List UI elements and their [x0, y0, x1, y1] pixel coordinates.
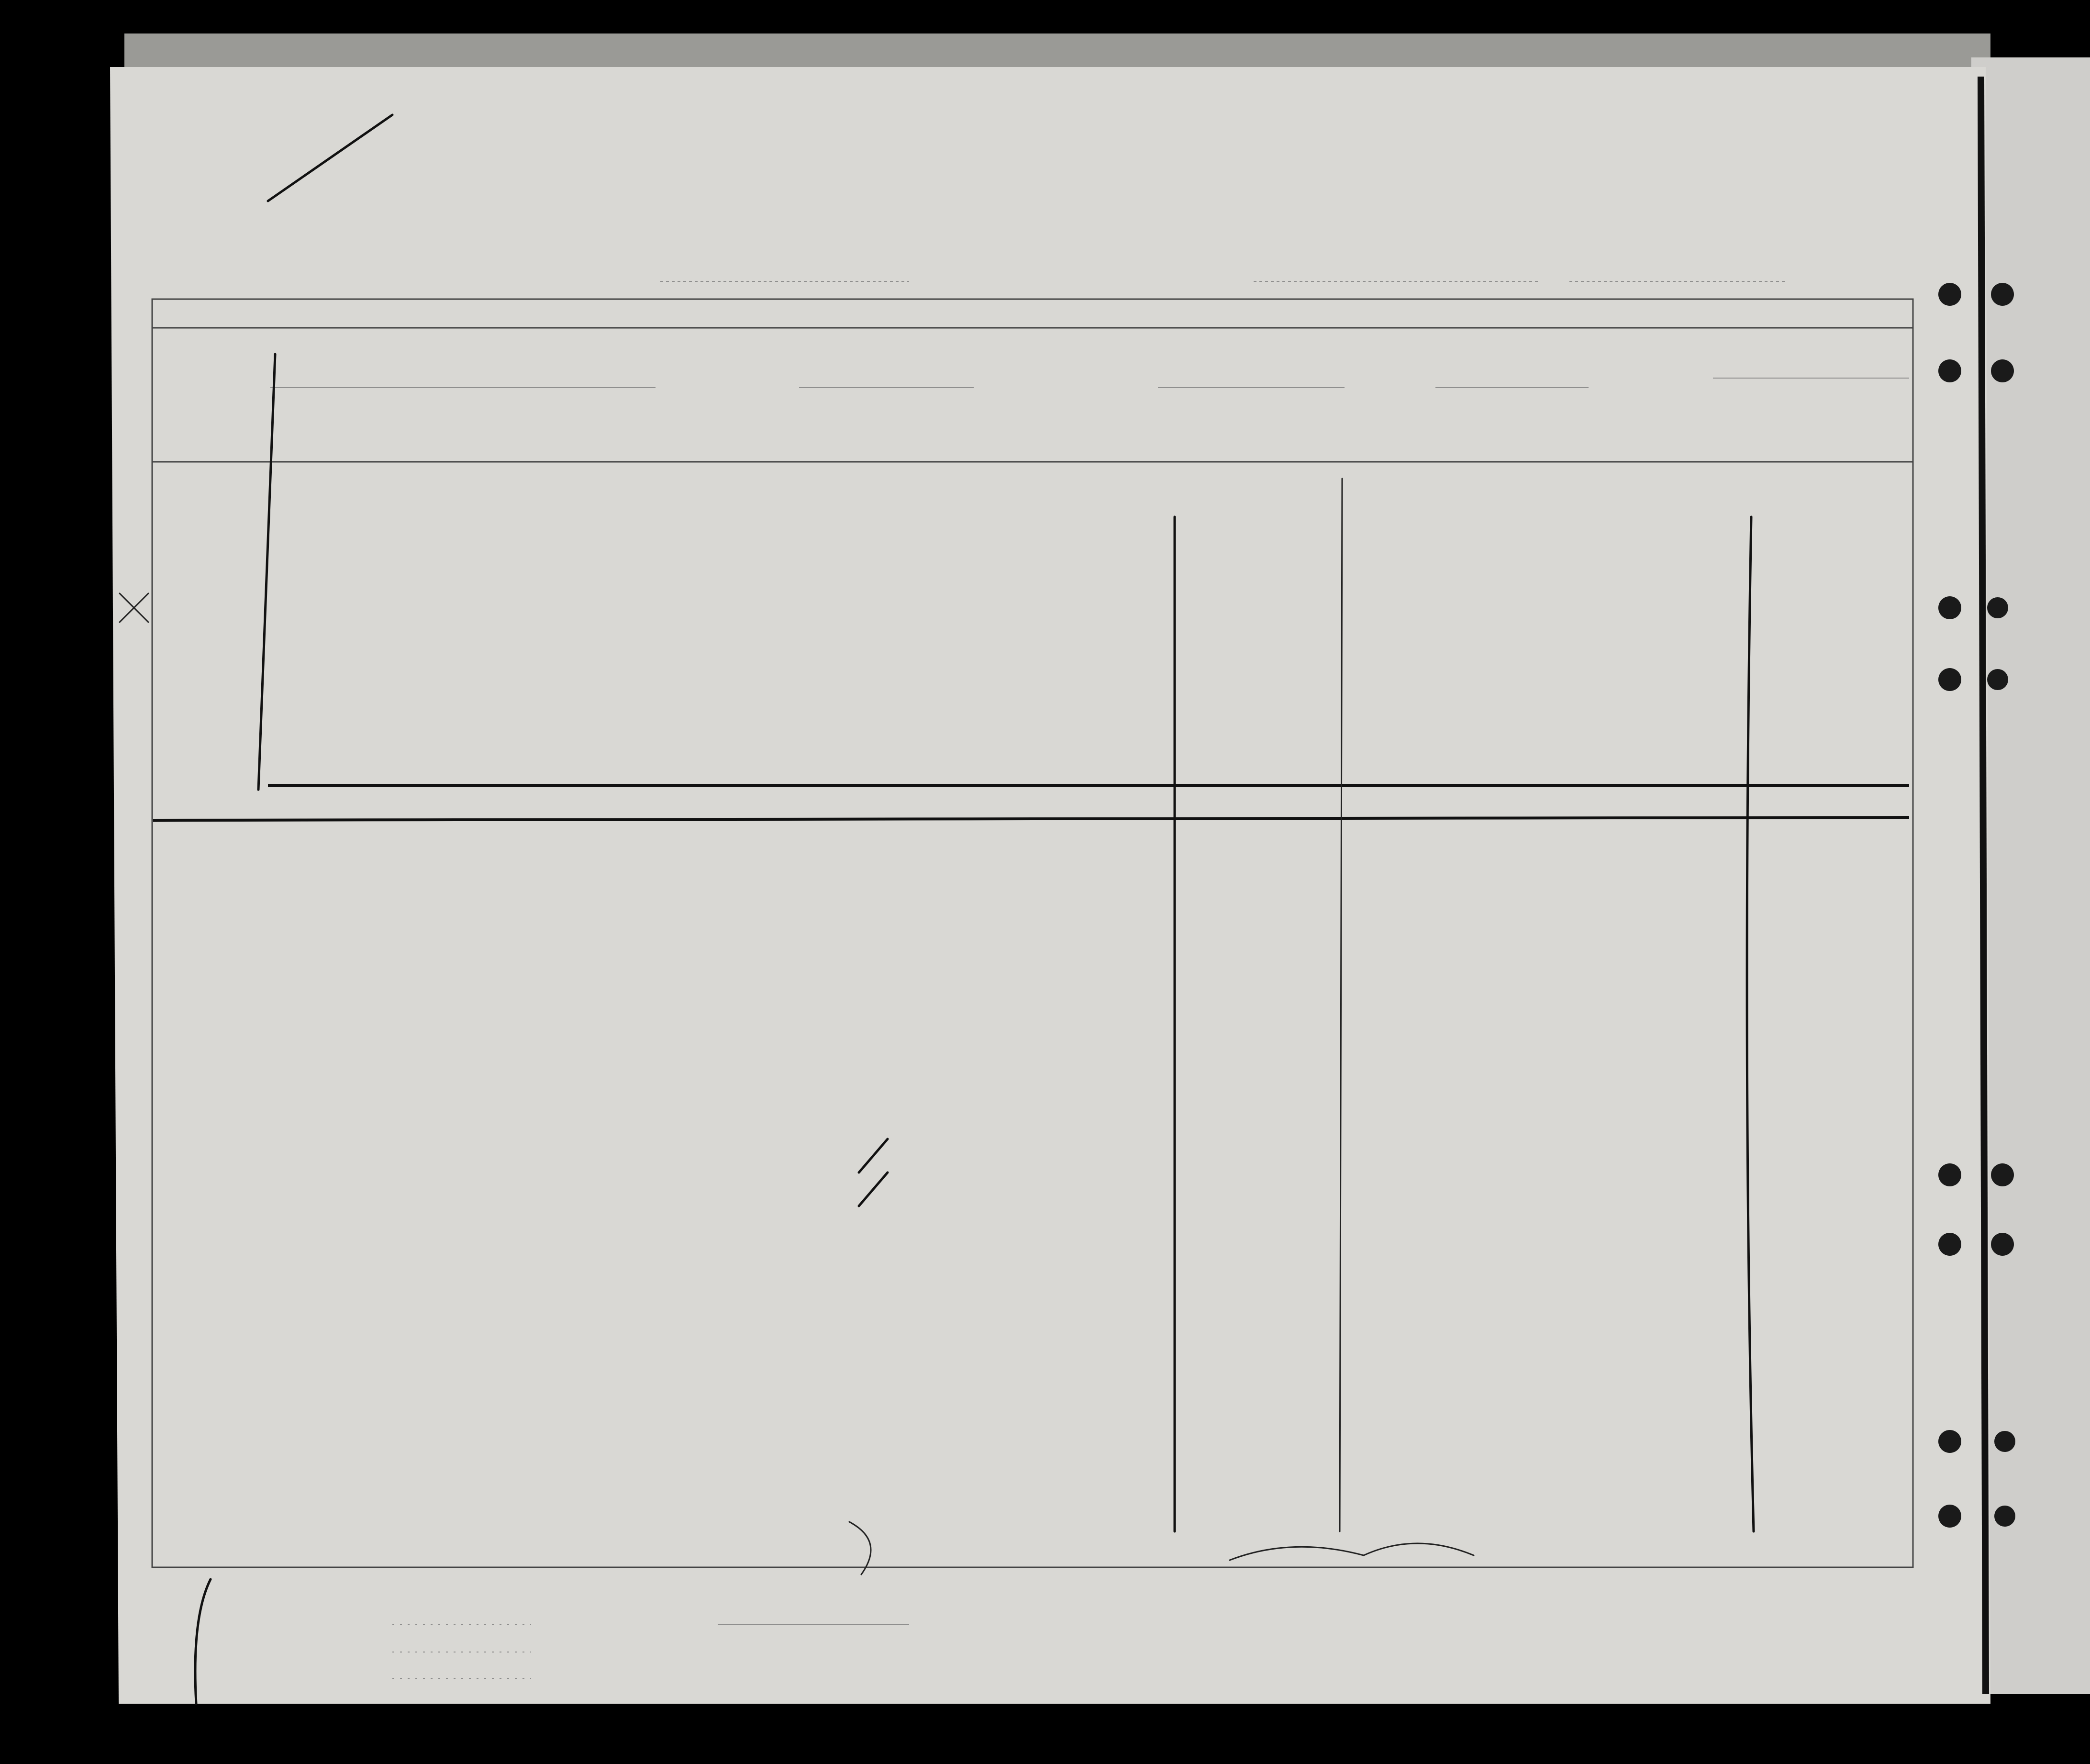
manifest-sheet: [110, 67, 1990, 1704]
back-sheet-edge: [124, 33, 1990, 72]
sheet-edge: [1981, 77, 1986, 1694]
